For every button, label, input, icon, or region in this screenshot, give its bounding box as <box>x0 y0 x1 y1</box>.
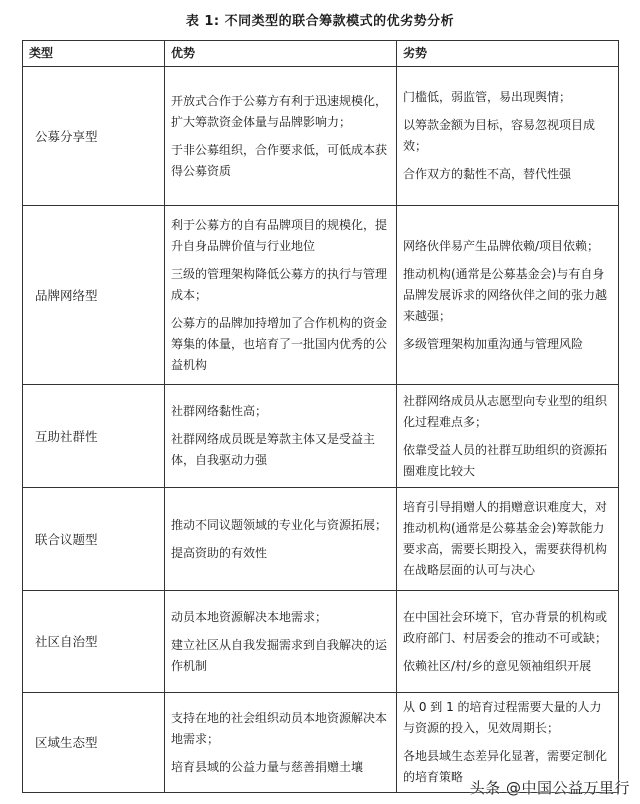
cell-pros <box>165 206 397 385</box>
cell-pros <box>165 591 397 693</box>
cons-item: 多级管理架构加重沟通与管理风险 <box>403 336 584 351</box>
pros-item: 动员本地资源解决本地需求； <box>171 609 328 624</box>
pros-item: 建立社区从自我发掘需求到自我解决的运作机制 <box>171 637 388 673</box>
cell-pros <box>165 67 397 206</box>
cell-cons <box>397 591 619 693</box>
cell-type: 联合议题型 <box>23 488 165 591</box>
cell-pros <box>165 693 397 793</box>
pros-item: 利于公募方的自有品牌项目的规模化，提升自身品牌价值与行业地位 <box>171 217 388 253</box>
table-row <box>23 591 619 693</box>
cons-item: 在中国社会环境下，官办背景的机构或政府部门、村居委会的推动不可或缺； <box>403 609 608 645</box>
pros-item: 社群网络黏性高； <box>171 404 268 418</box>
cons-item: 依靠受益人员的社群互助组织的资源拓圈难度比较大 <box>403 442 608 478</box>
cons-item: 推动机构(通常是公募基金会)与有自身品牌发展诉求的网络伙伴之间的张力越来越强； <box>403 266 608 323</box>
cell-type: 区域生态型 <box>23 693 165 793</box>
table-row <box>23 385 619 488</box>
pros-item: 推动不同议题领域的专业化与资源拓展； <box>171 517 388 532</box>
cell-type: 公募分享型 <box>23 67 165 206</box>
table-row <box>23 67 619 206</box>
table-row <box>23 206 619 385</box>
comparison-table <box>22 40 619 793</box>
cons-item: 从 0 到 1 的培育过程需要大量的人力与资源的投入，见效周期长； <box>403 700 602 735</box>
cons-item: 门槛低，弱监管，易出现舆情； <box>403 90 572 104</box>
cell-cons <box>397 67 619 206</box>
cons-item: 培育引导捐赠人的捐赠意识难度大，对推动机构(通常是公募基金会)筹款能力要求高，需要长期投入，需要获得机构在战略层面的认可与决心 <box>403 500 608 577</box>
pros-item: 支持在地的社会组织动员本地资源解决本地需求； <box>171 710 388 746</box>
pros-item: 于非公募组织，合作要求低，可低成本获得公募资质 <box>171 142 388 178</box>
cons-item: 各地县域生态差异化显著，需要定制化的培育策略 <box>403 749 608 784</box>
cell-cons <box>397 385 619 488</box>
cell-type: 品牌网络型 <box>23 206 165 385</box>
pros-item: 开放式合作于公募方有利于迅速规模化，扩大筹款资金体量与品牌影响力； <box>171 93 388 129</box>
table-caption: 表 1: 不同类型的联合筹款模式的优劣势分析 <box>185 14 455 29</box>
cell-type: 互助社群性 <box>23 385 165 488</box>
header-pros: 优势 <box>165 41 397 67</box>
cell-pros <box>165 385 397 488</box>
table-row <box>23 488 619 591</box>
header-type: 类型 <box>23 41 165 67</box>
cons-item: 网络伙伴易产生品牌依赖/项目依赖； <box>403 238 600 253</box>
pros-item: 公募方的品牌加持增加了合作机构的资金筹集的体量，也培育了一批国内优秀的公益机构 <box>171 315 388 372</box>
cons-item: 依赖社区/村/乡的意见领袖组织开展 <box>403 658 592 673</box>
pros-item: 培育县域的公益力量与慈善捐赠土壤 <box>171 759 364 774</box>
pros-item: 社群网络成员既是筹款主体又是受益主体，自我驱动力强 <box>171 432 376 467</box>
pros-item: 提高资助的有效性 <box>171 545 268 560</box>
cons-item: 社群网络成员从志愿型向专业型的组织化过程难点多； <box>403 393 608 429</box>
cell-cons <box>397 206 619 385</box>
cell-type: 社区自治型 <box>23 591 165 693</box>
cons-item: 以筹款金额为目标，容易忽视项目成效； <box>403 118 596 153</box>
cell-cons <box>397 488 619 591</box>
cell-pros <box>165 488 397 591</box>
pros-item: 三级的管理架构降低公募方的执行与管理成本； <box>171 266 388 302</box>
table-header-row <box>23 41 619 67</box>
watermark: 头条 @中国公益万里行 <box>469 779 630 797</box>
header-cons: 劣势 <box>397 41 619 67</box>
cons-item: 合作双方的黏性不高，替代性强 <box>403 167 572 181</box>
